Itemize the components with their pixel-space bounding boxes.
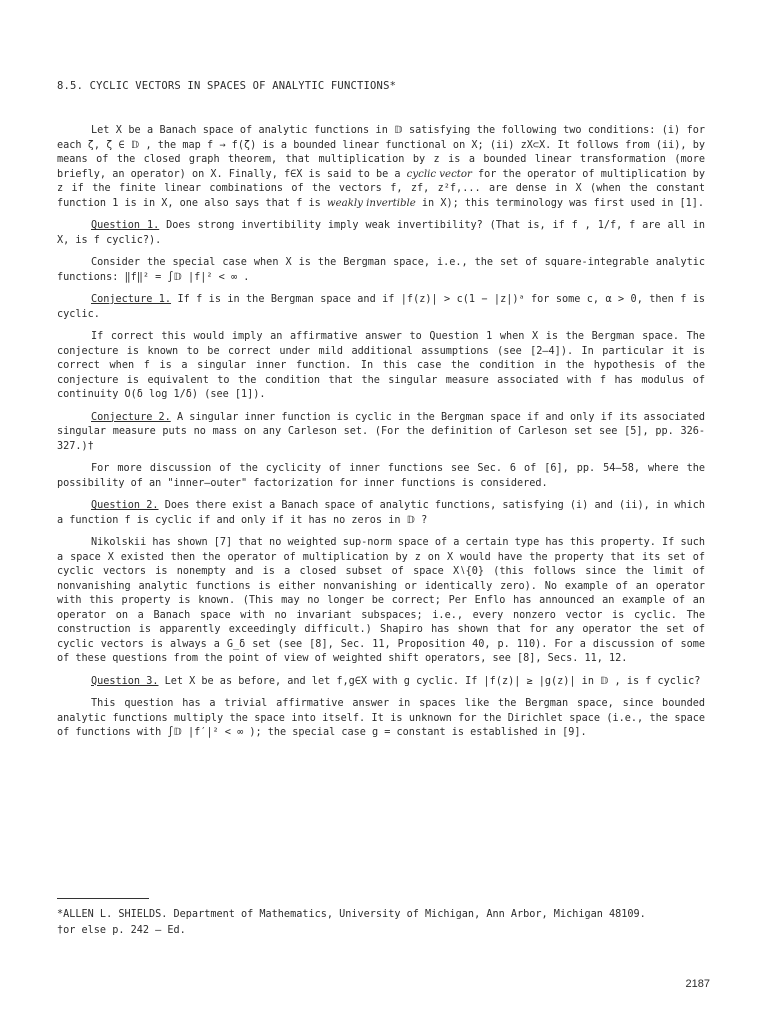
implication-paragraph: If correct this would imply an affirmative answer to Question 1 when X is the Bergman space. The conjecture is known to be correct under mild additional assumptions (see [2–4]). In particular it is correct when f is a singular inner function. In this case the condition in the hypothesis of the conjecture is equivalent to the condition that the singular measure associated with f has modulus of continuity O(δ log 1/δ) (see [1]).	[57, 331, 705, 400]
conjecture-2-label: Conjecture 2.	[91, 411, 171, 423]
question-3	[57, 675, 705, 690]
conjecture-1-text: If f is in the Bergman space and if |f(z)| > c(1 − |z|)ᵃ for some c, α > 0, then f is cyclic.	[57, 294, 706, 320]
conjecture-2-text: A singular inner function is cyclic in the Bergman space if and only if its associated singular measure puts no mass on any Carleson set. (For the definition of Carleson set see [5], pp. 326-327.)†	[57, 411, 705, 452]
footnotes	[57, 908, 705, 940]
question-2-label: Question 2.	[91, 500, 159, 511]
footnote-divider	[57, 898, 149, 899]
footnote-dagger: †or else p. 242 — Ed.	[57, 925, 186, 936]
page-number: 2187	[685, 978, 710, 990]
question-3-text: Let X be as before, and let f,g∈X with g cyclic. If |f(z)| ≥ |g(z)| in 𝔻 , is f cyclic?	[164, 675, 701, 687]
cyclic-vector-term: cyclic vector	[406, 168, 472, 180]
conjecture-2	[57, 411, 705, 455]
question-1	[57, 219, 705, 248]
bergman-paragraph: Consider the special case when X is the Bergman space, i.e., the set of square-integrable analytic functions: ‖f‖² = ∫𝔻 |f|² < ∞ .	[57, 257, 705, 283]
body-text	[57, 124, 705, 749]
intro-text-start: Let X be a Banach space of analytic functions in 𝔻 satisfying the following two conditions: (i) for each ζ, ζ ∈ 𝔻 , the map f → f(ζ) is a bounded linear functional on X; (ii) zX⊂X. It follows from (ii), by means of the closed graph theorem, that multiplication by z is a bounded linear transformation (more briefly, an operator) on X. Finally, f∈X is said to be a	[57, 125, 705, 180]
question-2-text: Does there exist a Banach space of analytic functions, satisfying (i) and (ii), in which a function f is cyclic if and only if it has no zeros in 𝔻 ?	[57, 500, 706, 526]
question-1-text: Does strong invertibility imply weak invertibility? (That is, if f , 1/f, f are all in X, is f cyclic?).	[57, 220, 706, 246]
conjecture-1-label: Conjecture 1.	[91, 294, 172, 305]
dirichlet-paragraph: This question has a trivial affirmative answer in spaces like the Bergman space, since bounded analytic functions multiply the space into itself. It is unknown for the Dirichlet space (i.e., the space of functions with ∫𝔻 |f′|² < ∞ ); the special case g = constant is established in [9].	[57, 698, 705, 738]
section-heading: 8.5. CYCLIC VECTORS IN SPACES OF ANALYTIC FUNCTIONS*	[57, 80, 397, 92]
intro-text-mid: for the operator of multiplication by z if the finite linear combinations of the vectors f, zf, z²f,... are dense in X (when the constant function 1 is in X, one also says that f is	[57, 168, 705, 209]
intro-paragraph	[57, 124, 705, 211]
weakly-invertible-term: weakly invertible	[326, 197, 416, 209]
nikolskii-paragraph: Nikolskii has shown [7] that no weighted sup-norm space of a certain type has this property. If such a space X existed then the operator of multiplication by z on X would have the property that its set of cyclic vectors is nonempty and is a closed subset of space X∖{0} (this follows since the limit of nonvanishing analytic functions is either nonvanishing or identically zero). No example of an operator with this property is known. (This may no longer be correct; Per Enflo has announced an example of an operator on a Banach space with no invariant subspaces; i.e., every nonzero vector is cyclic. The construction is apparently exceedingly difficult.) Shapiro has shown that for any operator the set of cyclic vectors is always a G_δ set (see [8], Sec. 11, Proposition 40, p. 110). For a discussion of some of these questions from the point of view of weighted shift operators, see [8], Secs. 11, 12.	[57, 537, 705, 664]
question-1-label: Question 1.	[91, 220, 160, 231]
conjecture-1	[57, 293, 705, 322]
inner-functions-paragraph: For more discussion of the cyclicity of inner functions see Sec. 6 of [6], pp. 54–58, where the possibility of an "inner–outer" factorization for inner functions is considered.	[57, 463, 705, 489]
question-2	[57, 499, 705, 528]
intro-text-end: in X); this terminology was first used in [1].	[421, 197, 705, 209]
question-3-label: Question 3.	[91, 675, 159, 687]
footnote-author: *ALLEN L. SHIELDS. Department of Mathematics, University of Michigan, Ann Arbor, Michigan 48109.	[57, 909, 646, 920]
